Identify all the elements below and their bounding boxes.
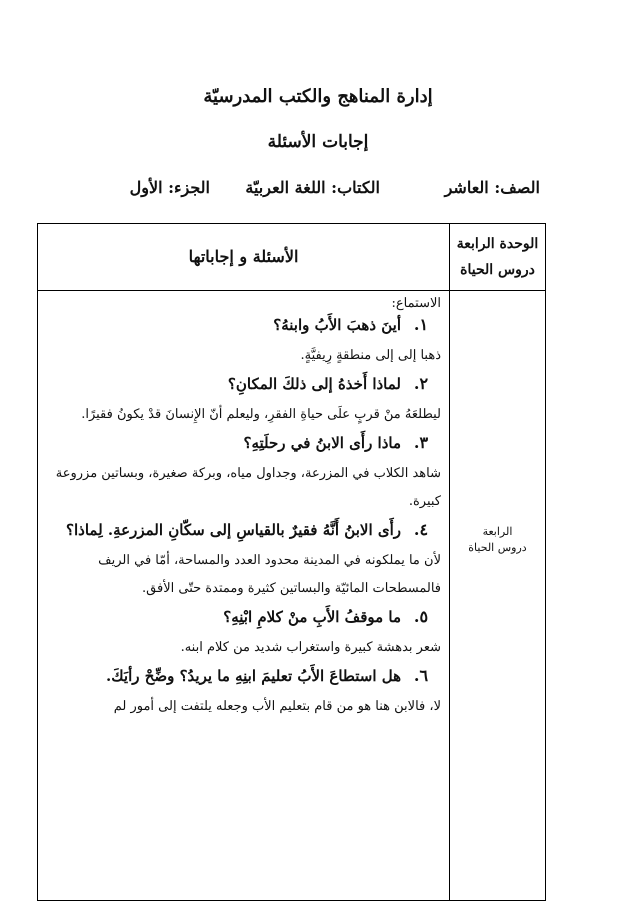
answer-text: لأن ما يملكونه في المدينة محدود العدد والمساحة، أمّا في الريف فالمسطحات المائيّة والبساتين كثيرة وممتدة حتّى الأفق. [98,553,441,596]
side-unit-line2: دروس الحياة [468,541,527,554]
question [46,315,441,334]
answer-text: شعر بدهشة كبيرة واستغراب شديد من كلام ابنه. [180,640,441,655]
question [46,666,441,685]
unit-name: الوحدة الرابعة [456,236,539,252]
answer-text: ذهبا إلى إلى منطقةٍ رِيفيَّةٍ. [300,348,441,363]
unit-subtitle: دروس الحياة [460,262,535,278]
question-number: ٥. [413,607,429,626]
answer-text: شاهد الكلاب في المزرعة، وجداول مياه، وبركة صغيرة، وبساتين مزروعة كبيرة. [55,466,441,509]
qa-table [37,223,546,901]
qa-item [46,433,441,516]
unit-header-cell [450,224,545,290]
question-number: ١. [413,315,429,334]
qa-item [46,315,441,370]
question [46,433,441,452]
column-divider [449,224,450,900]
page-title: إجابات الأسئلة [267,132,369,152]
answer-text: لا، فالابن هنا هو من قام بتعليم الأب وجعله يلتفت إلى أمور لم [113,699,441,714]
question [46,374,441,393]
part-info [130,178,210,197]
qa-header-cell: الأسئلة و إجاباتها [188,247,299,266]
book-value: اللغة العربيّة [245,178,326,197]
section-label: الاستماع: [391,296,441,311]
department-title: إدارة المناهج والكتب المدرسيّة [203,86,433,107]
grade-label: الصف: [494,178,540,197]
part-label: الجزء: [168,178,210,197]
part-value: الأول [129,178,163,197]
side-unit-line1: الرابعة [482,525,513,538]
grade-value: العاشر [444,178,489,197]
question-number: ٢. [413,374,429,393]
question-text: أينَ ذهبَ الأَبُ وابنهُ؟ [273,316,401,334]
question-text: لماذا أَخذهُ إلى ذلكَ المكانِ؟ [227,375,401,393]
qa-item [46,520,441,603]
question-number: ٤. [413,520,429,539]
question-text: ماذا رأَى الابنُ في رحلَتِهِ؟ [243,434,401,452]
side-unit-label [450,524,545,556]
qa-item [46,374,441,429]
row-divider [38,290,545,291]
book-label: الكتاب: [331,178,380,197]
question [46,607,441,626]
qa-content [46,294,441,725]
question [46,520,441,539]
question-text: ما موقفُ الأَبِ منْ كلامِ ابْنِهِ؟ [223,608,401,626]
qa-item [46,607,441,662]
grade-info [445,178,540,197]
answer-text: ليطلعَهُ منْ قربٍ علَى حياةِ الفقرِ، وليعلم أنّ الإِنسانَ قدْ يكونُ فقيرًا. [81,407,441,422]
question-number: ٦. [413,666,429,685]
question-number: ٣. [413,433,429,452]
question-text: هل استطاعَ الأَبُ تعليمَ ابنِهِ ما يريدُ؟ وضِّحْ رأيَكَ. [106,667,401,685]
question-text: رأَى الابنُ أَنَّهُ فقيرٌ بالقياسِ إلى سكّانِ المزرعةِ. لِماذا؟ [66,521,401,539]
meta-row [90,178,540,202]
qa-item [46,666,441,721]
book-info [245,178,380,197]
